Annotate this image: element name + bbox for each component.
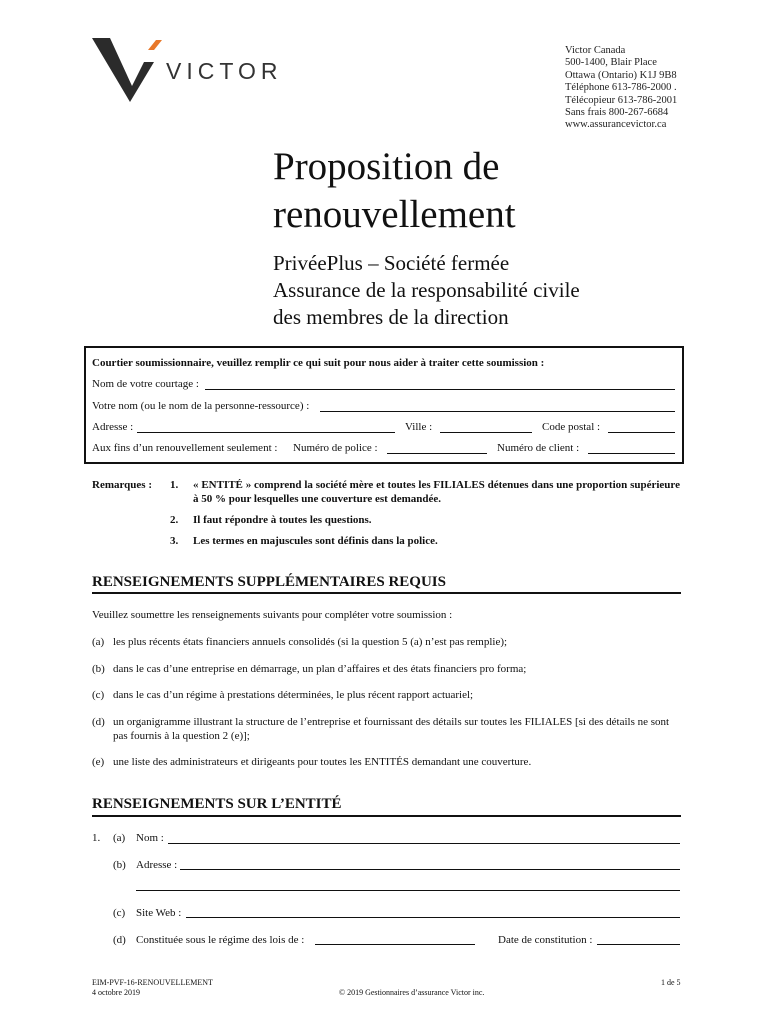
remarque-text: « ENTITÉ » comprend la société mère et toutes les FILIALES détenues dans une proportion supérieure à 50 % pour lesquelles une couverture est demandée. (193, 479, 680, 505)
item-letter: (e) (92, 756, 105, 768)
footer-date: 4 octobre 2019 (92, 988, 140, 997)
page-subtitle: PrivéePlus – Société fermée Assurance de la responsabilité civile des membres de la direction (273, 251, 580, 329)
question-number: 1. (92, 832, 101, 844)
code-postal-field[interactable] (608, 432, 675, 433)
item-text: les plus récents états financiers annuels consolidés (si la question 5 (a) n’est pas remplie); (113, 636, 508, 648)
contact-field[interactable] (320, 411, 675, 412)
item-letter: (c) (113, 907, 126, 919)
remarques-label: Remarques : (92, 479, 152, 491)
client-field[interactable] (588, 453, 675, 454)
page-title: Proposition de renouvellement (273, 145, 516, 236)
remarque-number: 2. (170, 514, 179, 526)
ville-label: Ville : (405, 421, 433, 433)
footer-form-code: EIM-PVF-16-RENOUVELLEMENT (92, 978, 213, 987)
ville-field[interactable] (440, 432, 532, 433)
adresse-label: Adresse : (92, 421, 134, 433)
item-text: un organigramme illustrant la structure de l’entreprise et fournissant des détails sur toutes les FILIALES [si des détails ne sont pas fournis à la question 2 (e)]; (113, 716, 670, 742)
entity-adresse-field[interactable] (180, 869, 680, 870)
site-web-field[interactable] (186, 917, 680, 918)
courtage-label: Nom de votre courtage : (92, 378, 199, 390)
remarque-number: 3. (170, 535, 179, 547)
brand-wordmark: VICTOR (166, 58, 283, 84)
date-constitution-field[interactable] (597, 944, 680, 945)
item-text: dans le cas d’un régime à prestations déterminées, le plus récent rapport actuariel; (113, 689, 474, 701)
section-intro: Veuillez soumettre les renseignements suivants pour compléter votre soumission : (92, 609, 453, 621)
remarque-text: Les termes en majuscules sont définis dans la police. (193, 535, 438, 547)
remarque-number: 1. (170, 479, 179, 491)
item-letter: (a) (92, 636, 105, 648)
website-link[interactable]: www.assurancevictor.ca (565, 119, 667, 131)
section-heading: RENSEIGNEMENTS SUR L’ENTITÉ (92, 796, 342, 812)
footer-copyright: © 2019 Gestionnaires d’assurance Victor inc. (339, 988, 485, 997)
renouvellement-label: Aux fins d’un renouvellement seulement : (92, 442, 278, 454)
section-heading: RENSEIGNEMENTS SUPPLÉMENTAIRES REQUIS (92, 574, 446, 590)
item-letter: (d) (113, 934, 126, 946)
item-letter: (c) (92, 689, 105, 701)
page-number: 1 de 5 (661, 978, 681, 987)
constituee-field[interactable] (315, 944, 475, 945)
site-web-label: Site Web : (136, 907, 182, 919)
item-letter: (a) (113, 832, 126, 844)
section-rule (92, 815, 681, 817)
police-label: Numéro de police : (293, 442, 378, 454)
contact-label: Votre nom (ou le nom de la personne-ressource) : (92, 400, 310, 412)
courtage-field[interactable] (205, 389, 675, 390)
date-constitution-label: Date de constitution : (498, 934, 593, 946)
client-label: Numéro de client : (497, 442, 580, 454)
item-letter: (b) (113, 859, 126, 871)
entity-adresse-field-2[interactable] (136, 890, 680, 891)
item-text: dans le cas d’une entreprise en démarrage, un plan d’affaires et des états financiers pro forma; (113, 663, 527, 675)
company-address: Victor Canada 500-1400, Blair Place Ottawa (Ontario) K1J 9B8 Téléphone 613-786-2000 . Télécopieur 613-786-2001 Sans frais 800-267-6684 www.assurancevictor.ca (565, 45, 678, 131)
item-letter: (d) (92, 716, 105, 728)
police-field[interactable] (387, 453, 487, 454)
item-letter: (b) (92, 663, 105, 675)
section-rule (92, 592, 681, 594)
nom-label: Nom : (136, 832, 164, 844)
adresse-field[interactable] (137, 432, 395, 433)
item-text: une liste des administrateurs et dirigeants pour toutes les ENTITÉS demandant une couverture. (113, 756, 532, 768)
nom-field[interactable] (168, 843, 680, 844)
entity-adresse-label: Adresse : (136, 859, 178, 871)
code-postal-label: Code postal : (542, 421, 601, 433)
constituee-label: Constituée sous le régime des lois de : (136, 934, 305, 946)
remarque-text: Il faut répondre à toutes les questions. (193, 514, 372, 526)
broker-box-intro: Courtier soumissionnaire, veuillez remplir ce qui suit pour nous aider à traiter cette soumission : (92, 357, 545, 369)
